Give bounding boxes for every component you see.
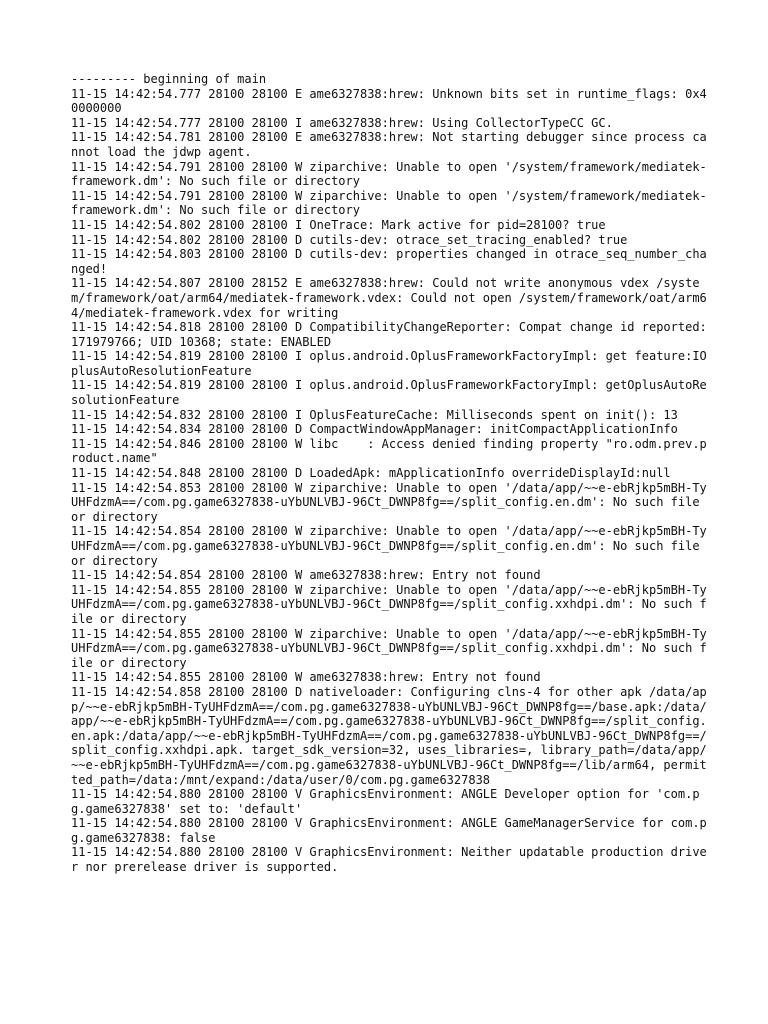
log-line: 11-15 14:42:54.818 28100 28100 D CompatibilityChangeReporter: Compat change id reported: 171979766; UID 10368; state: ENABLED <box>71 320 714 349</box>
log-line: 11-15 14:42:54.777 28100 28100 I ame6327838:hrew: Using CollectorTypeCC GC. <box>71 115 613 130</box>
log-line: 11-15 14:42:54.834 28100 28100 D CompactWindowAppManager: initCompactApplicationInfo <box>71 422 678 437</box>
log-line: 11-15 14:42:54.880 28100 28100 V GraphicsEnvironment: ANGLE GameManagerService for com.pg.game6327838: false <box>71 816 707 845</box>
log-line: --------- beginning of main <box>71 72 267 86</box>
log-line: 11-15 14:42:54.777 28100 28100 E ame6327838:hrew: Unknown bits set in runtime_flags: 0x40000000 <box>71 86 707 116</box>
log-line: 11-15 14:42:54.819 28100 28100 I oplus.android.OplusFrameworkFactoryImpl: getOplusAutoResolutionFeature <box>71 378 707 408</box>
log-line: 11-15 14:42:54.855 28100 28100 W ame6327838:hrew: Entry not found <box>71 670 541 685</box>
log-line: 11-15 14:42:54.807 28100 28152 E ame6327838:hrew: Could not write anonymous vdex /system/framework/oat/arm64/mediatek-framework.vdex: Could not open /system/framework/oat/arm64/mediatek-framework.vdex for writing <box>71 276 707 320</box>
log-line: 11-15 14:42:54.854 28100 28100 W ziparchive: Unable to open '/data/app/~~e-ebRjkp5mBH-TyUHFdzmA==/com.pg.game6327838-uYbUNLVBJ-96Ct_DWNP8fg==/split_config.en.dm': No such file or directory <box>71 524 707 568</box>
log-line: 11-15 14:42:54.832 28100 28100 I OplusFeatureCache: Milliseconds spent on init(): 13 <box>71 407 678 422</box>
log-line: 11-15 14:42:54.819 28100 28100 I oplus.android.OplusFrameworkFactoryImpl: get feature:IOplusAutoResolutionFeature <box>71 349 707 378</box>
log-line: 11-15 14:42:54.858 28100 28100 D nativeloader: Configuring clns-4 for other apk /data/app/~~e-ebRjkp5mBH-TyUHFdzmA==/com.pg.game6327838-uYbUNLVBJ-96Ct_DWNP8fg==/base.apk:/data/app/~~e-ebRjkp5mBH-TyUHFdzmA==/com.pg.game6327838-uYbUNLVBJ-96Ct_DWNP8fg==/split_config.en.apk:/data/app/~~e-ebRjkp5mBH-TyUHFdzmA==/com.pg.game6327838-uYbUNLVBJ-96Ct_DWNP8fg==/split_config.xxhdpi.apk. target_sdk_version=32, uses_libraries=, library_path=/data/app/~~e-ebRjkp5mBH-TyUHFdzmA==/com.pg.game6327838-uYbUNLVBJ-96Ct_DWNP8fg==/lib/arm64, permitted_path=/data:/mnt/expand:/data/user/0/com.pg.game6327838 <box>71 684 707 787</box>
log-line: 11-15 14:42:54.802 28100 28100 D cutils-dev: otrace_set_tracing_enabled? true <box>71 232 628 247</box>
log-line: 11-15 14:42:54.880 28100 28100 V GraphicsEnvironment: ANGLE Developer option for 'com.pg.game6327838' set to: 'default' <box>71 787 700 816</box>
log-line: 11-15 14:42:54.846 28100 28100 W libc : Access denied finding property "ro.odm.prev.product.name" <box>71 436 707 466</box>
log-line: 11-15 14:42:54.791 28100 28100 W ziparchive: Unable to open '/system/framework/mediatek-framework.dm': No such file or directory <box>71 159 707 189</box>
log-line: 11-15 14:42:54.781 28100 28100 E ame6327838:hrew: Not starting debugger since process cannot load the jdwp agent. <box>71 130 707 159</box>
log-line: 11-15 14:42:54.848 28100 28100 D LoadedApk: mApplicationInfo overrideDisplayId:null <box>71 466 671 481</box>
log-line: 11-15 14:42:54.880 28100 28100 V GraphicsEnvironment: Neither updatable production driver nor prerelease driver is supported. <box>71 845 707 875</box>
log-line: 11-15 14:42:54.853 28100 28100 W ziparchive: Unable to open '/data/app/~~e-ebRjkp5mBH-TyUHFdzmA==/com.pg.game6327838-uYbUNLVBJ-96Ct_DWNP8fg==/split_config.en.dm': No such file or directory <box>71 480 707 524</box>
log-line: 11-15 14:42:54.854 28100 28100 W ame6327838:hrew: Entry not found <box>71 568 541 583</box>
log-line: 11-15 14:42:54.803 28100 28100 D cutils-dev: properties changed in otrace_seq_number_changed! <box>71 247 707 276</box>
log-line: 11-15 14:42:54.855 28100 28100 W ziparchive: Unable to open '/data/app/~~e-ebRjkp5mBH-TyUHFdzmA==/com.pg.game6327838-uYbUNLVBJ-96Ct_DWNP8fg==/split_config.xxhdpi.dm': No such file or directory <box>71 582 707 626</box>
log-line: 11-15 14:42:54.855 28100 28100 W ziparchive: Unable to open '/data/app/~~e-ebRjkp5mBH-TyUHFdzmA==/com.pg.game6327838-uYbUNLVBJ-96Ct_DWNP8fg==/split_config.xxhdpi.dm': No such file or directory <box>71 626 707 670</box>
log-line: 11-15 14:42:54.791 28100 28100 W ziparchive: Unable to open '/system/framework/mediatek-framework.dm': No such file or directory <box>71 188 707 218</box>
log-line: 11-15 14:42:54.802 28100 28100 I OneTrace: Mark active for pid=28100? true <box>71 217 606 232</box>
log-output <box>71 72 714 875</box>
